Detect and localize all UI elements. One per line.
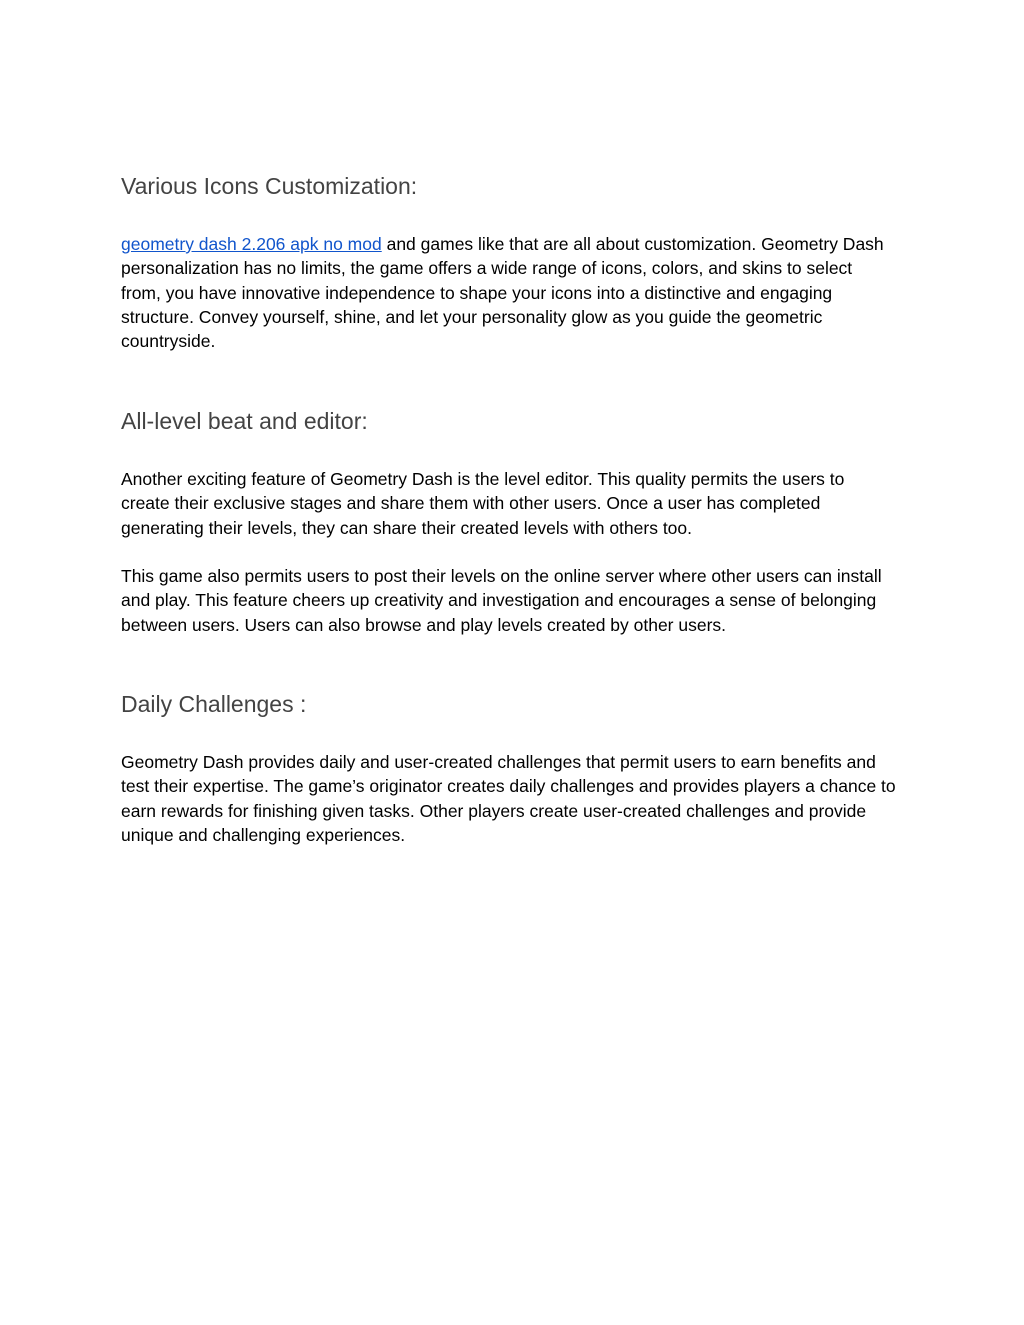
paragraph-online-levels: This game also permits users to post their levels on the online server where other users can install and play. This feature cheers up creativity and investigation and encourages a sense of belonging between users. Users can also browse and play levels created by other users.	[121, 566, 882, 635]
paragraph-icons-customization	[121, 232, 896, 353]
heading-icons-customization: Various Icons Customization:	[121, 173, 418, 199]
paragraph-daily-challenges: Geometry Dash provides daily and user-created challenges that permit users to earn benefits and test their expertise. The game’s originator creates daily challenges and provides players a chance to earn rewards for finishing given tasks. Other players create user-created challenges and provide unique and challenging experiences.	[121, 752, 896, 845]
heading-daily-challenges: Daily Challenges :	[121, 691, 307, 717]
paragraph-level-editor: Another exciting feature of Geometry Dash is the level editor. This quality permits the users to create their exclusive stages and share them with other users. Once a user has completed generating their levels, they can share their created levels with others too.	[121, 469, 845, 538]
heading-level-editor: All-level beat and editor:	[121, 408, 368, 434]
paragraph-icons-customization-text: and games like that are all about customization. Geometry Dash personalization has no limits, the game offers a wide range of icons, colors, and skins to select from, you have innovative independence to shape your icons into a distinctive and engaging structure. Convey yourself, shine, and let your personality glow as you guide the geometric countryside.	[121, 234, 884, 352]
geometry-dash-apk-link[interactable]: geometry dash 2.206 apk no mod	[121, 234, 382, 254]
